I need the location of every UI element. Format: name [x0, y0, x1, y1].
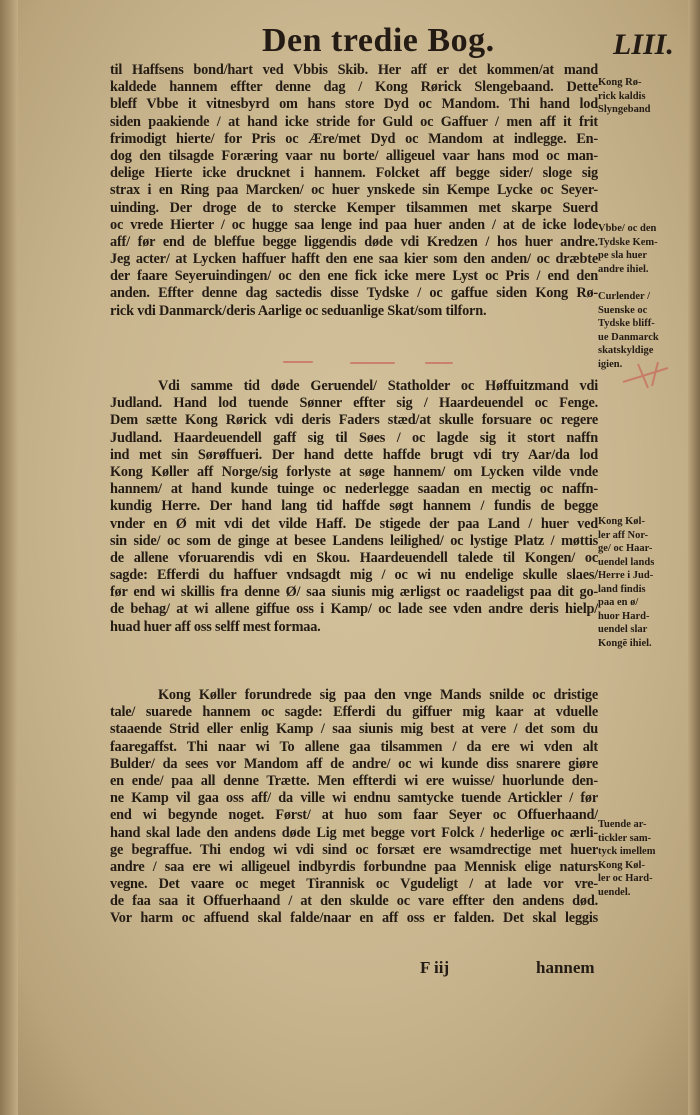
text-line: en ende/ paa all denne Trætte. Men effterdi wi ere wuisse/ huorlunde den-	[110, 772, 598, 789]
text-line: sagde: Efferdi du haffuer vndsagdt mig / oc wi nu endelige skulle slaes/	[110, 567, 598, 584]
margin-note-line: Curlender /	[598, 291, 651, 302]
page-edge-left	[0, 0, 18, 1115]
margin-note-line: skatskyldige	[598, 345, 654, 356]
text-line: ge begraffue. Thi endog wi vdi sind oc forsæt ere wsamdrectige met huer	[110, 841, 598, 858]
margin-note-line: rick kaldis	[598, 90, 646, 102]
text-line: de allene vforuarendis vdi en Skou. Haardeuendell talede til Kongen/ oc	[110, 549, 598, 566]
margin-note-line: ler aff Nor-	[598, 529, 649, 541]
text-line: rick vdi Danmarck/deris Aarlige oc seduanlige Skat/som tilforn.	[110, 302, 487, 319]
text-line: før end wi skillis fra denne Ø/ saa siunis mig ærligst oc raadeligst paa dit go-	[110, 584, 598, 601]
text-line: faaregaffst. Thi naar wi To allene gaa tilsammen / da ere wi vden alt	[110, 738, 598, 755]
text-line: kaldede hannem effter denne dag / Kong Rørick Slengebaand. Dette	[110, 79, 598, 96]
text-line: Dem sætte Kong Rørick vdi deris Faders stæd/at skulle forsuare oc regere	[110, 412, 598, 429]
margin-note-line: uendel slar	[598, 624, 648, 635]
folio-number: LIII.	[613, 28, 674, 61]
text-line: Vor harm oc affuend skal falde/naar en aff oss er falden. Det skal leggis	[110, 910, 598, 927]
margin-note-line: huor Hard-	[598, 610, 650, 622]
margin-note-line: ler oc Hard-	[598, 873, 653, 884]
red-pencil-underline	[350, 362, 395, 364]
signature-mark: F iij	[420, 958, 450, 977]
red-pencil-underline	[283, 361, 313, 363]
text-line: siden paakiende / at hand icke stride for Guld oc Gaffuer / men aff it frit	[110, 113, 598, 130]
text-line: strax i en Ring paa Marcken/ oc huer ynskede sin Kempe Lycke oc Seyer-	[110, 182, 598, 199]
margin-note-line: tickler sam-	[598, 832, 652, 844]
text-line: staaende Strid eller enlig Kamp / saa siunis mig best at vere / det som du	[110, 721, 598, 738]
text-line: ne Kamp vil gaa oss aff/ da ville wi endnu samtycke tuende Artickler / før	[110, 790, 598, 807]
margin-note-line: Tydske Kem-	[598, 236, 658, 248]
margin-note-line: tyck imellem	[598, 846, 656, 857]
margin-note-line: igien.	[598, 358, 623, 370]
text-line: bleff Vbbe it vitnesbyrd om hans store Dyd oc Mandom. Thi hand lod	[110, 96, 598, 113]
paragraph-2	[110, 378, 598, 636]
text-line: vegne. Det vaare oc meget Tirannisk oc Vgudeligt / at lade vor vre-	[110, 876, 598, 893]
margin-note	[598, 222, 692, 276]
red-pencil-mark	[618, 360, 678, 390]
margin-note-line: uendel.	[598, 886, 631, 898]
text-line: anden. Effter denne dag sactedis disse Tydske / oc gaffue siden Kong Rø-	[110, 285, 598, 302]
catchword: hannem	[536, 958, 595, 977]
text-line: huad huer aff oss selff mest formaa.	[110, 618, 321, 635]
margin-note-line: Slyngeband	[598, 104, 651, 115]
margin-note-line: ge/ oc Haar-	[598, 543, 653, 554]
text-line: hand skal lade den andens døde Lig met begge vort Folck / hederlige oc ærli-	[110, 824, 598, 841]
paragraph-3	[110, 687, 598, 928]
margin-note-line: Tydske bliff-	[598, 318, 655, 329]
text-line: Kong Køller aff Norge/sig forlyste at søge hannem/ om Lycken vilde vnde	[110, 463, 598, 480]
text-line: de behag/ at wi allene giffue oss i Kamp/ oc lade see vden andre deris hielp/	[110, 601, 598, 618]
text-line: vnder en Ø mit vdi det vilde Haff. De stigede der paa Land / huer ved	[110, 515, 598, 532]
text-line: tale/ suarede hannem oc sagde: Efferdi du giffuer mig kaar at vduelle	[110, 704, 598, 721]
text-line: kundig Herre. Der hand lang tid haffde søgt hannem / fundis de begge	[110, 498, 598, 515]
text-line: ind met sin Sørøffueri. Der hand dette haffde brugt vdi try Aar/da lod	[110, 446, 598, 463]
margin-note	[598, 515, 692, 650]
text-line: andre / saa ere wi alligeuel indbyrdis forbundne paa Mennisk elige naturs	[110, 858, 598, 875]
red-pencil-underline	[425, 362, 453, 364]
margin-note-line: Kong Rø-	[598, 77, 642, 88]
text-line: Judland. Hand lod tuende Sønner effter sig / Haardeuendel oc Fenge.	[110, 395, 598, 412]
margin-note-line: ue Danmarck	[598, 331, 659, 343]
margin-note-line: pe sla huer	[598, 250, 648, 261]
text-line: delige Hierte icke drucknet i hannem. Folcket aff begge sider/ sloge sig	[110, 165, 598, 182]
text-line: hannem/ at hand kunde tuinge oc nederlegge saadan en mectig oc naffn-	[110, 481, 598, 498]
margin-note-line: Kong Køl-	[598, 516, 645, 527]
margin-note-line: Vbbe/ oc den	[598, 223, 657, 234]
text-line: Jeg acter/ at Lycken haffuer hafft den ene saa kier som den anden/ oc dræbte	[110, 251, 598, 268]
margin-note-line: Suenske oc	[598, 304, 648, 316]
margin-note-line: Kong Køl-	[598, 859, 645, 871]
running-head: Den tredie Bog.	[262, 22, 495, 59]
margin-note-line: andre ihiel.	[598, 263, 649, 275]
margin-note-line: Tuende ar-	[598, 819, 647, 830]
text-line: Kong Køller forundrede sig paa den vnge Mands snilde oc dristige	[158, 687, 598, 703]
margin-note-line: land findis	[598, 583, 646, 595]
margin-note	[598, 818, 692, 899]
margin-note	[598, 76, 692, 117]
margin-note-line: Herre i Jud-	[598, 570, 654, 581]
text-line: frimodigt hierte/ for Pris oc Ære/met Dyd oc Mandom at indlegge. En-	[110, 130, 598, 147]
text-line: dog den tilsagde Foræring vaar nu borte/ alligeuel vaar hans mod oc man-	[110, 147, 598, 164]
text-line: Vdi samme tid døde Geruendel/ Statholder oc Høffuitzmand vdi	[158, 378, 598, 394]
text-line: til Haffsens bond/hart ved Vbbis Skib. Her aff er det kommen/at mand	[110, 62, 598, 78]
margin-note-line: paa en ø/	[598, 597, 639, 608]
margin-note	[598, 290, 692, 371]
text-line: de faa saa it Offuerhaand / at den skulde oc vare effter den andens død.	[110, 893, 598, 910]
margin-note-line: Kongē ihiel.	[598, 637, 652, 649]
paragraph-1	[110, 62, 598, 320]
text-line: Bulder/ da sees vor Mandom aff de andre/ oc wi kunde diss snarere giøre	[110, 755, 598, 772]
margin-note-line: uendel lands	[598, 556, 655, 568]
text-line: oc vrede Hierter / oc hugge saa lenge ind paa huer anden / at de icke lode	[110, 216, 598, 233]
text-line: uinding. Der droge de to stercke Kemper tilsammen met skarpe Suerd	[110, 199, 598, 216]
text-line: end wi begynde noget. Først/ at huo som faar Seyer oc Offuerhaand/	[110, 807, 598, 824]
text-line: sin side/ oc som de ginge at besee Landens leilighed/ oc lystige Platz / møttis	[110, 532, 598, 549]
text-line: Judland. Haardeuendell gaff sig til Søes / oc lagde sig it stort naffn	[110, 429, 598, 446]
text-line: aff/ før end de bleffue begge liggendis døde vdi Kredzen / hos huer andre.	[110, 233, 598, 250]
text-line: der faare Seyeruindingen/ oc den ene fick icke mere Lyst oc Pris / end den	[110, 268, 598, 285]
